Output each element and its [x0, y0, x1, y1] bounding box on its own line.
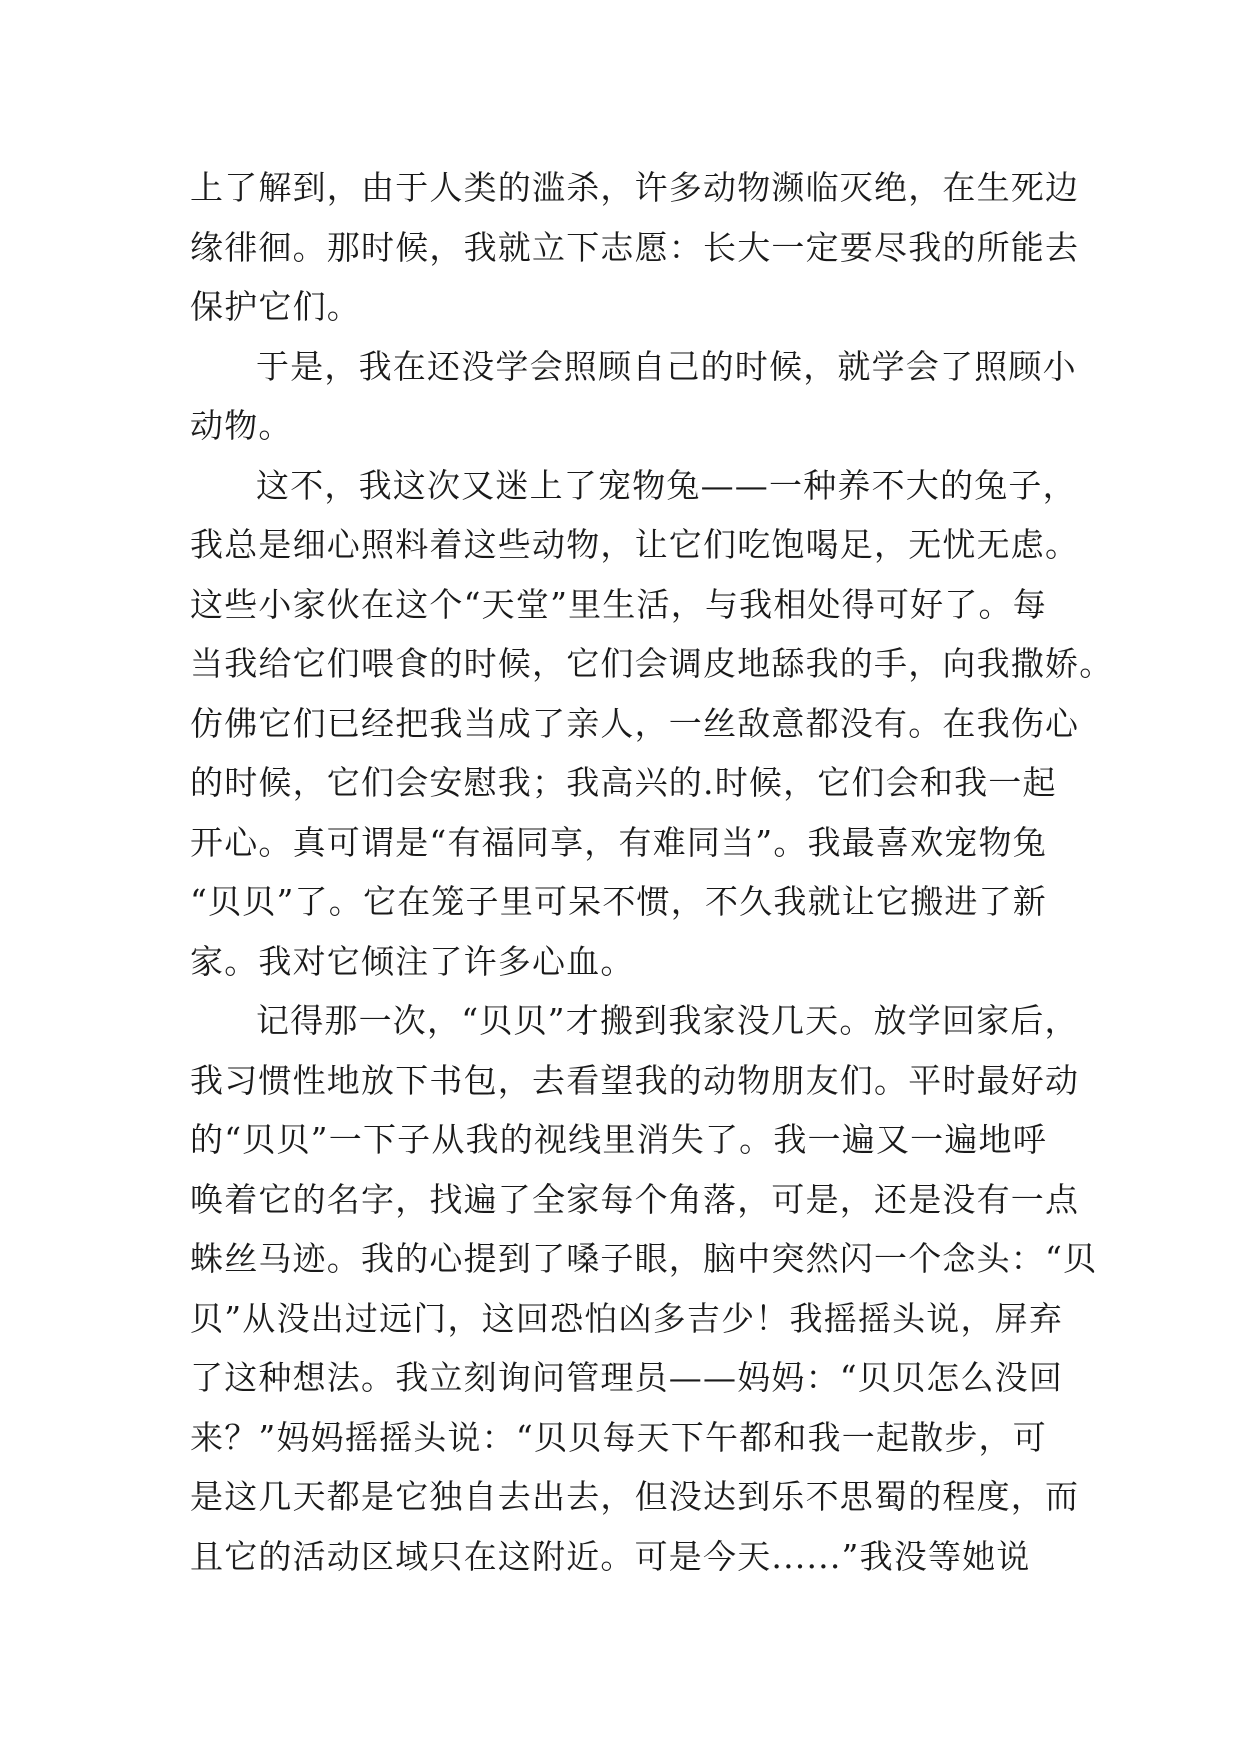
text-line: “贝贝”了。它在笼子里可呆不惯，不久我就让它搬进了新 [190, 882, 1047, 921]
text-line: 上了解到，由于人类的滥杀，许多动物濒临灭绝，在生死边 [190, 168, 1080, 207]
text-line: 当我给它们喂食的时候，它们会调皮地舔我的手，向我撒娇。 [190, 644, 1114, 683]
text-line: 记得那一次，“贝贝”才搬到我家没几天。放学回家后， [256, 1001, 1079, 1040]
text-line: 贝”从没出过远门，这回恐怕凶多吉少！我摇摇头说，屏弃 [190, 1298, 1064, 1338]
text-line: 这不，我这次又迷上了宠物兔——一种养不大的兔子， [256, 465, 1077, 505]
text-line: 的“贝贝”一下子从我的视线里消失了。我一遍又一遍地呼 [190, 1120, 1047, 1159]
text-line: 于是，我在还没学会照顾自己的时候，就学会了照顾小 [256, 346, 1077, 386]
text-line: 开心。真可谓是“有福同享，有难同当”。我最喜欢宠物兔 [190, 822, 1047, 862]
text-line: 这些小家伙在这个“天堂”里生活，与我相处得可好了。每 [190, 584, 1047, 624]
body-text [190, 158, 1114, 1586]
text-line: 保护它们。 [190, 287, 361, 326]
text-line: 且它的活动区域只在这附近。可是今天......”我没等她说 [190, 1536, 1031, 1576]
text-line: 我习惯性地放下书包，去看望我的动物朋友们。平时最好动 [190, 1060, 1080, 1100]
text-line: 动物。 [190, 406, 293, 445]
text-line: 唤着它的名字，找遍了全家每个角落，可是，还是没有一点 [190, 1179, 1080, 1219]
text-line: 我总是细心照料着这些动物，让它们吃饱喝足，无忧无虑。 [190, 525, 1080, 564]
text-line: 来？”妈妈摇摇头说：“贝贝每天下午都和我一起散步，可 [190, 1417, 1047, 1457]
text-line: 家。我对它倾注了许多心血。 [190, 941, 635, 981]
text-line: 是这几天都是它独自去出去，但没达到乐不思蜀的程度，而 [190, 1477, 1080, 1516]
text-line: 了这种想法。我立刻询问管理员——妈妈：“贝贝怎么没回 [190, 1358, 1064, 1397]
text-line: 缘徘徊。那时候，我就立下志愿：长大一定要尽我的所能去 [190, 227, 1080, 267]
text-line: 的时候，它们会安慰我；我高兴的.时候，它们会和我一起 [190, 763, 1057, 802]
text-line: 蛛丝马迹。我的心提到了嗓子眼，脑中突然闪一个念头：“贝 [190, 1239, 1098, 1278]
text-line: 仿佛它们已经把我当成了亲人，一丝敌意都没有。在我伤心 [190, 703, 1080, 743]
